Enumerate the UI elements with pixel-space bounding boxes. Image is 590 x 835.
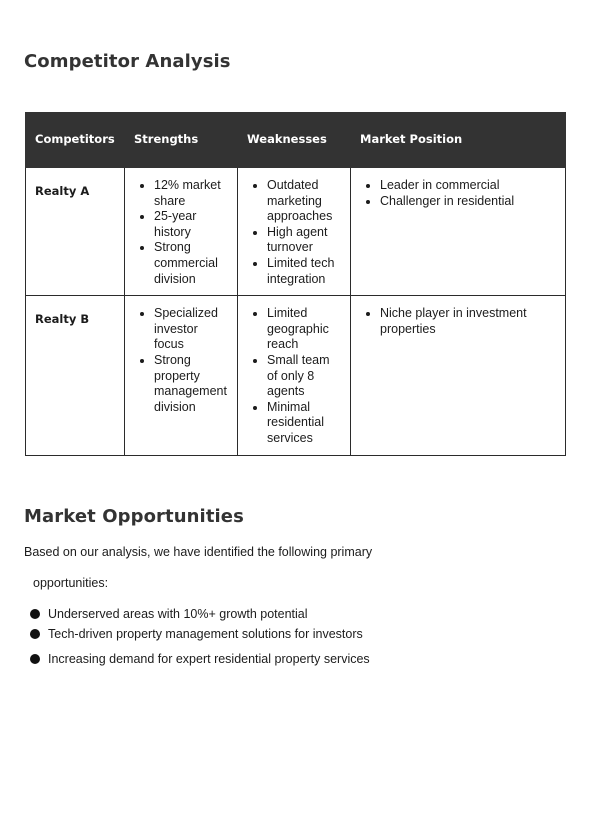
header-strengths: Strengths — [125, 113, 238, 168]
weaknesses-cell — [238, 296, 351, 455]
market-position-cell — [351, 296, 566, 455]
list-item: • Challenger in residential — [380, 194, 557, 210]
table-row — [26, 296, 566, 455]
list-item: • High agent turnover — [267, 225, 342, 256]
list-item: • Strong property management division — [154, 353, 229, 415]
opportunities-list — [30, 606, 370, 671]
list-item: • Outdated marketing approaches — [267, 178, 342, 225]
strengths-cell — [125, 168, 238, 296]
opportunity-text: Underserved areas with 10%+ growth potential — [48, 607, 308, 621]
table-row — [26, 168, 566, 296]
competitor-table — [25, 112, 566, 456]
intro-paragraph: Based on our analysis, we have identified the following primary — [24, 545, 373, 559]
header-market-position: Market Position — [351, 113, 566, 168]
strengths-cell — [125, 296, 238, 455]
weaknesses-cell — [238, 168, 351, 296]
bullet-icon — [30, 609, 40, 619]
list-item: • 25-year history — [154, 209, 229, 240]
header-weaknesses: Weaknesses — [238, 113, 351, 168]
market-opportunities-heading: Market Opportunities — [24, 506, 244, 527]
market-position-cell — [351, 168, 566, 296]
intro-paragraph-continued: opportunities: — [33, 576, 109, 590]
list-item: • Strong commercial division — [154, 240, 229, 287]
list-item — [30, 651, 370, 671]
header-competitors: Competitors — [26, 113, 125, 168]
list-item: • Leader in commercial — [380, 178, 557, 194]
list-item: • Limited tech integration — [267, 256, 342, 287]
list-item: • 12% market share — [154, 178, 229, 209]
list-item — [30, 626, 370, 651]
table-header-row — [26, 113, 566, 168]
competitor-name: Realty A — [26, 168, 125, 296]
list-item: • Niche player in investment properties — [380, 306, 557, 337]
list-item: • Specialized investor focus — [154, 306, 229, 353]
list-item: • Small team of only 8 agents — [267, 353, 342, 400]
bullet-icon — [30, 629, 40, 639]
competitor-analysis-heading: Competitor Analysis — [24, 51, 231, 72]
list-item: • Limited geographic reach — [267, 306, 342, 353]
opportunity-text: Tech-driven property management solutions for investors — [48, 627, 363, 641]
opportunity-text: Increasing demand for expert residential property services — [48, 652, 370, 666]
competitor-name: Realty B — [26, 296, 125, 455]
bullet-icon — [30, 654, 40, 664]
list-item: • Minimal residential services — [267, 400, 342, 447]
list-item — [30, 606, 370, 626]
